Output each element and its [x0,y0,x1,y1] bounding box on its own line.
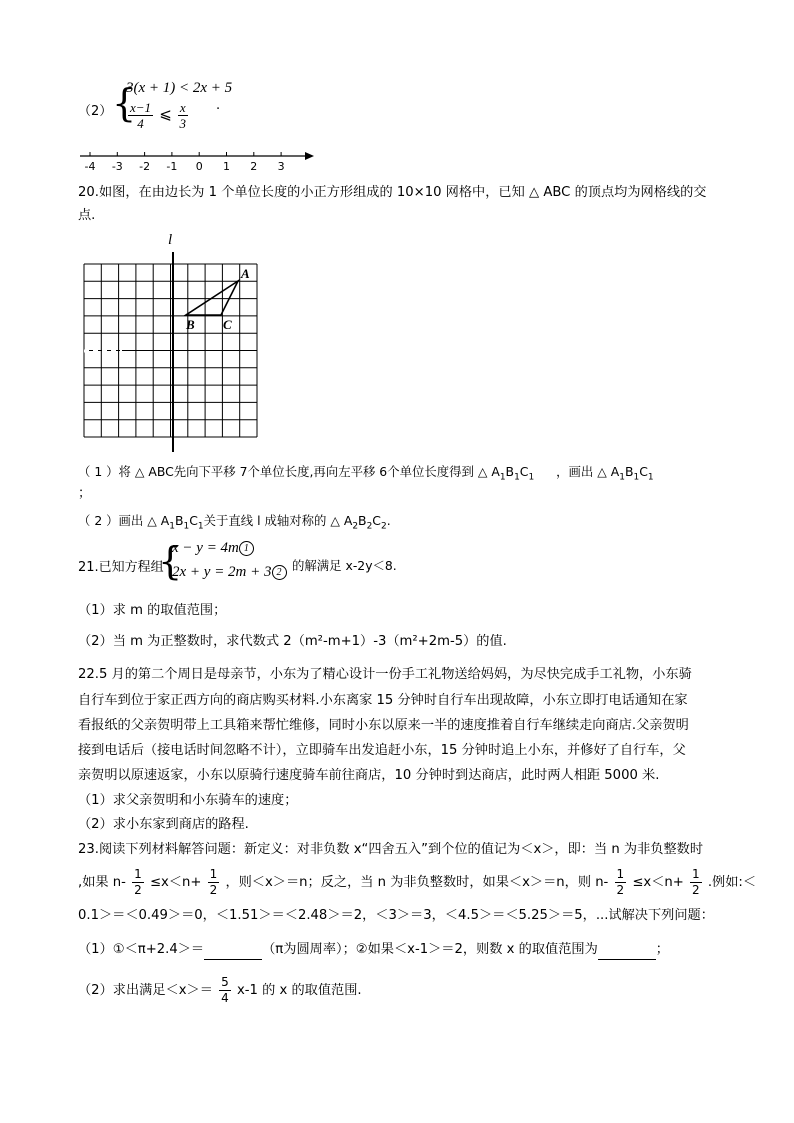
q19-eq2-rhs-num: x [179,100,186,115]
number-line-tick-label: 2 [250,160,258,173]
q19-trail: . [216,98,221,113]
q19-label: （2） [78,104,113,119]
q23-line1: 23.阅读下列材料解答问题：新定义：对非负数 x“四舍五入”到个位的值记为＜x＞，即：当 n 为非负整数时 [78,842,704,857]
q20-part2: （ 2 ）画出 △ $A_1B_1C_1$关于直线 l 成轴对称的 △ $A_2B_2C_2$. [78,513,391,532]
q21-part1: （1）求 m 的取值范围； [78,603,227,618]
q22-line1: 22.5 月的第二个周日是母亲节，小东为了精心设计一份手工礼物送给妈妈，为尽快完成手工礼物，小东骑 [78,667,692,682]
number-line-tick-label: 0 [195,160,203,173]
label-b: B [186,317,195,332]
q23-part2: （2）求出满足＜x＞＝ $\frac{5}{4}$ x-1 的 x 的取值范围. [78,974,362,1005]
grid-lines [84,264,257,437]
answer-blank-1[interactable] [204,945,262,960]
answer-blank-2[interactable] [598,945,656,960]
system-brace: { [112,81,137,125]
q22-part1: （1）求父亲贺明和小东骑车的速度； [78,793,298,808]
grid-figure [82,230,272,456]
q22-line5: 亲贺明以原速返家，小东以原骑行速度骑车前往商店，10 分钟时到达商店，此时两人相距 5000 米. [78,768,660,783]
q19-eq2-rel: ⩽ [159,107,172,123]
number-line-tick-label: -2 [139,160,151,173]
q19-eq2-rhs-den: 3 [179,116,187,131]
q21-brace: { [158,539,183,583]
number-line-tick-label: -4 [84,160,96,173]
triangle-abc [186,281,238,315]
q20-text-line2: 点. [78,208,96,223]
q20-part1-end: ； [78,486,92,501]
q19-eq1: 3(x + 1) < 2x + 5 [126,80,233,96]
q21-part2: （2）当 m 为正整数时，求代数式 2（m²-m+1）-3（m²+2m-5）的值. [78,634,507,649]
q19-part2 [78,78,318,138]
q19-eq2-num: x−1 [130,100,152,115]
q21-tail: 的解满足 x-2y＜8. [292,558,397,573]
q23-part1: （1）①＜π+2.4＞＝ （π为圆周率）；②如果＜x-1＞＝2，则数 x 的取值范围为 ； [78,940,669,960]
label-a: A [241,266,250,281]
number-line-ticks [85,152,285,173]
q23-line3: 0.1＞＝＜0.49＞＝0，＜1.51＞＝＜2.48＞＝2，＜3＞＝3，＜4.5＞＝＜5.25＞＝5，...试解决下列问题： [78,908,714,923]
q22-line2: 自行车到位于家正西方向的商店购买材料.小东离家 15 分钟时自行车出现故障，小东立即打电话通知在家 [78,693,688,708]
q21-system [78,540,478,586]
q22-line3: 看报纸的父亲贺明带上工具箱来帮忙维修，同时小东以原来一半的速度推着自行车继续走向商店.父亲贺明 [78,718,689,733]
number-line-tick-label: 1 [223,160,230,173]
q21-eq2: 2x + y = 2m + 3 2 [172,564,287,581]
q23-line2: ,如果 n- $\frac{1}{2}$ ≤x＜n+ $\frac{1}{2}$ ，则＜x＞＝n；反之，当 n 为非负整数时，如果＜x＞＝n，则 n- $\frac{1}{2}$ ≤x＜n+ $\frac{1}{2}$ .例如:＜ [78,866,757,897]
number-line-tick-label: -3 [111,160,123,173]
q19-eq2-den: 4 [137,116,144,131]
number-line [76,146,326,176]
q20-text-line1: 20.如图，在由边长为 1 个单位长度的小正方形组成的 10×10 网格中，已知 △ ABC 的顶点均为网格线的交 [78,185,707,200]
q19-eq2 [126,100,190,131]
q21-eq1: x − y = 4m 1 [172,540,254,557]
q21-intro: 21.已知方程组 [78,560,164,575]
q22-part2: （2）求小东家到商店的路程. [78,817,249,832]
q22-line4: 接到电话后（接电话时间忽略不计），立即骑车出发追赶小东，15 分钟时追上小东，并修好了自行车，父 [78,743,686,758]
number-line-tick-label: 3 [277,160,285,173]
number-line-tick-label: -1 [166,160,178,173]
q20-part1: （ 1 ）将 △ ABC先向下平移 7个单位长度,再向左平移 6个单位长度得到 △ $A_1B_1C_1$ ，画出 △ $A_1B_1C_1$ [78,464,654,483]
label-c: C [223,317,232,332]
axis-l-label: l [168,232,173,248]
